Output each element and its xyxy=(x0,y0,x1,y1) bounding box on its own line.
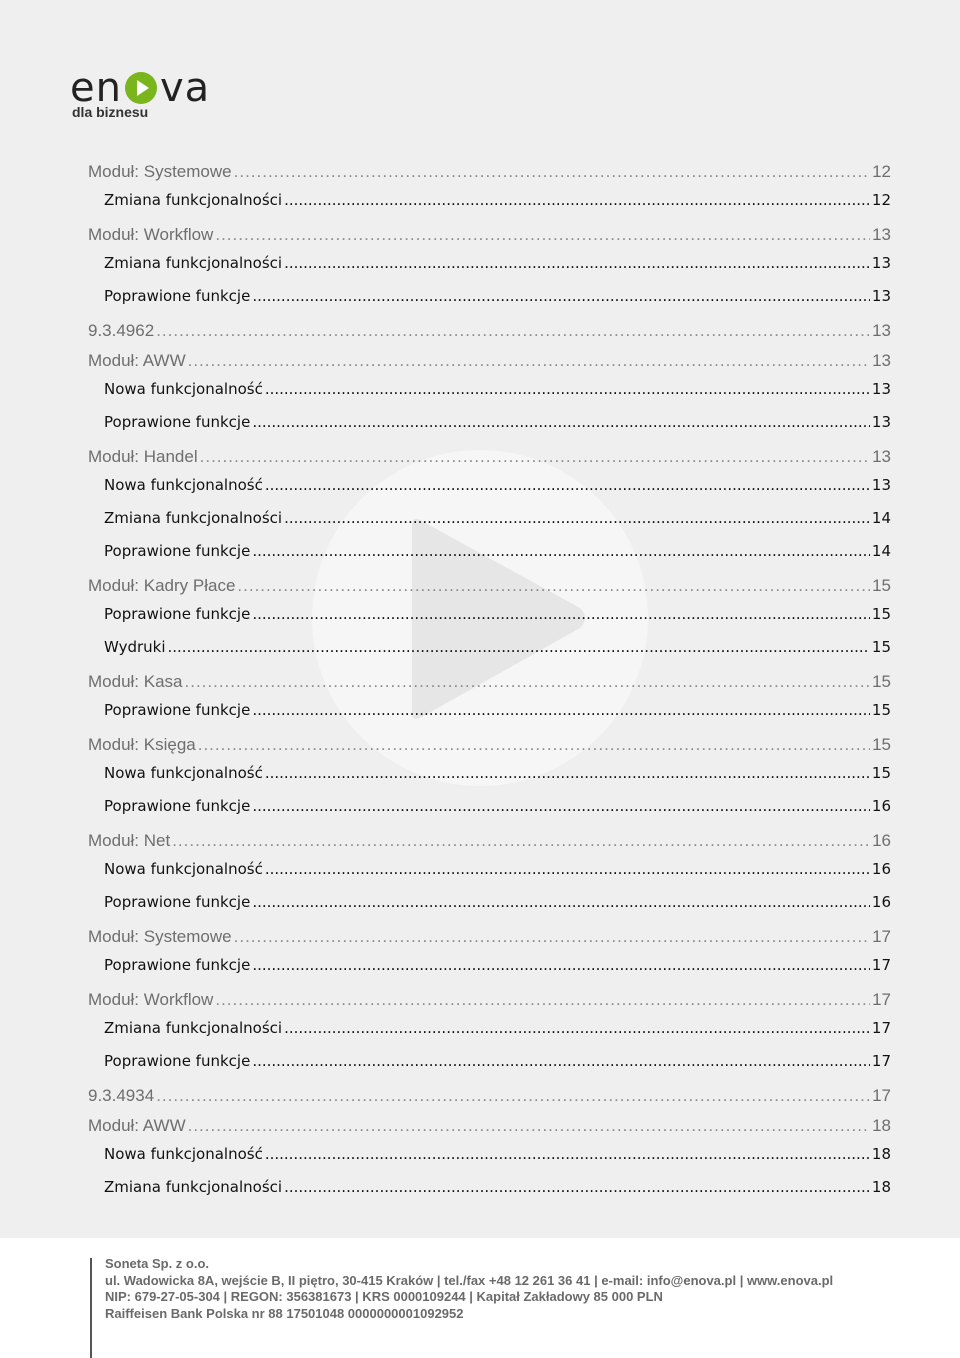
toc-dot-leader xyxy=(265,1145,870,1163)
toc-entry-label: Moduł: AWW xyxy=(88,1116,186,1135)
toc-dot-leader xyxy=(234,162,870,182)
toc-entry-label: Nowa funkcjonalność xyxy=(104,380,263,398)
toc-section-entry[interactable] xyxy=(88,321,891,341)
toc-dot-leader xyxy=(215,990,870,1010)
toc-entry-page: 13 xyxy=(872,225,891,244)
toc-entry-page: 17 xyxy=(872,1086,891,1105)
toc-entry-page: 15 xyxy=(871,764,891,782)
toc-entry-page: 13 xyxy=(872,447,891,466)
logo-text-left: en xyxy=(70,65,122,111)
footer-divider xyxy=(90,1258,92,1358)
footer-company: Soneta Sp. z o.o. xyxy=(105,1256,210,1271)
toc-subsection-entry[interactable] xyxy=(104,956,891,974)
toc-entry-label: Wydruki xyxy=(104,638,166,656)
toc-subsection-entry[interactable] xyxy=(104,1052,891,1070)
toc-dot-leader xyxy=(265,476,870,494)
toc-entry-page: 13 xyxy=(871,380,891,398)
toc-dot-leader xyxy=(188,351,870,371)
toc-section-entry[interactable] xyxy=(88,225,891,245)
toc-entry-label: Nowa funkcjonalność xyxy=(104,764,263,782)
toc-dot-leader xyxy=(284,1019,870,1037)
toc-subsection-entry[interactable] xyxy=(104,1019,891,1037)
toc-entry-label: 9.3.4962 xyxy=(88,321,155,340)
toc-dot-leader xyxy=(284,191,870,209)
toc-dot-leader xyxy=(172,831,870,851)
toc-entry-label: 9.3.4934 xyxy=(88,1086,155,1105)
toc-dot-leader xyxy=(252,605,870,623)
toc-dot-leader xyxy=(215,225,870,245)
toc-entry-page: 18 xyxy=(871,1178,891,1196)
toc-entry-label: Moduł: Kasa xyxy=(88,672,183,691)
toc-subsection-entry[interactable] xyxy=(104,797,891,815)
toc-subsection-entry[interactable] xyxy=(104,638,891,656)
logo-wordmark xyxy=(70,65,211,111)
toc-entry-page: 14 xyxy=(871,509,891,527)
toc-dot-leader xyxy=(265,380,870,398)
toc-dot-leader xyxy=(252,287,870,305)
toc-entry-page: 17 xyxy=(871,956,891,974)
toc-entry-label: Poprawione funkcje xyxy=(104,797,251,815)
footer-bank: Raiffeisen Bank Polska nr 88 17501048 0000000001092952 xyxy=(105,1305,464,1321)
toc-dot-leader xyxy=(156,321,870,341)
toc-entry-label: Poprawione funkcje xyxy=(104,413,251,431)
toc-entry-label: Moduł: Workflow xyxy=(88,225,214,244)
toc-dot-leader xyxy=(200,447,870,467)
toc-section-entry[interactable] xyxy=(88,672,891,692)
toc-entry-label: Moduł: Kadry Płace xyxy=(88,576,236,595)
toc-dot-leader xyxy=(284,509,870,527)
toc-dot-leader xyxy=(265,860,870,878)
footer-address: ul. Wadowicka 8A, wejście B, II piętro, 30-415 Kraków | tel./fax +48 12 261 36 41 | e-mail: info@enova.pl | www.enova.pl xyxy=(105,1272,834,1288)
toc-entry-label: Poprawione funkcje xyxy=(104,893,251,911)
toc-subsection-entry[interactable] xyxy=(104,542,891,560)
toc-dot-leader xyxy=(234,927,870,947)
toc-entry-page: 15 xyxy=(871,605,891,623)
toc-entry-page: 13 xyxy=(871,254,891,272)
toc-subsection-entry[interactable] xyxy=(104,191,891,209)
toc-entry-page: 15 xyxy=(871,638,891,656)
toc-entry-page: 17 xyxy=(872,990,891,1009)
toc-entry-label: Zmiana funkcjonalności xyxy=(104,509,283,527)
toc-dot-leader xyxy=(185,672,871,692)
toc-entry-page: 13 xyxy=(872,351,891,370)
toc-entry-label: Moduł: Workflow xyxy=(88,990,214,1009)
toc-subsection-entry[interactable] xyxy=(104,701,891,719)
toc-dot-leader xyxy=(252,701,870,719)
toc-section-entry[interactable] xyxy=(88,735,891,755)
toc-entry-label: Poprawione funkcje xyxy=(104,701,251,719)
page-footer xyxy=(0,1238,960,1358)
toc-entry-page: 13 xyxy=(871,476,891,494)
toc-entry-label: Nowa funkcjonalność xyxy=(104,860,263,878)
logo-tagline: dla biznesu xyxy=(72,104,149,120)
toc-section-entry[interactable] xyxy=(88,351,891,371)
footer-registry: NIP: 679-27-05-304 | REGON: 356381673 | KRS 0000109244 | Kapitał Zakładowy 85 000 PLN xyxy=(105,1289,663,1304)
toc-entry-label: Poprawione funkcje xyxy=(104,956,251,974)
toc-subsection-entry[interactable] xyxy=(104,413,891,431)
toc-dot-leader xyxy=(252,413,870,431)
toc-entry-page: 14 xyxy=(871,542,891,560)
toc-subsection-entry[interactable] xyxy=(104,893,891,911)
toc-entry-page: 12 xyxy=(871,191,891,209)
toc-entry-label: Nowa funkcjonalność xyxy=(104,476,263,494)
toc-dot-leader xyxy=(156,1086,870,1106)
toc-entry-page: 13 xyxy=(871,287,891,305)
toc-subsection-entry[interactable] xyxy=(104,380,891,398)
toc-entry-page: 16 xyxy=(871,860,891,878)
toc-entry-label: Zmiana funkcjonalności xyxy=(104,254,283,272)
toc-entry-page: 15 xyxy=(871,701,891,719)
toc-entry-label: Moduł: Handel xyxy=(88,447,198,466)
toc-entry-label: Poprawione funkcje xyxy=(104,287,251,305)
toc-subsection-entry[interactable] xyxy=(104,1145,891,1163)
toc-entry-label: Zmiana funkcjonalności xyxy=(104,191,283,209)
toc-dot-leader xyxy=(252,893,870,911)
toc-entry-page: 15 xyxy=(872,735,891,754)
toc-dot-leader xyxy=(284,254,870,272)
toc-subsection-entry[interactable] xyxy=(104,254,891,272)
toc-entry-label: Nowa funkcjonalność xyxy=(104,1145,263,1163)
toc-entry-label: Poprawione funkcje xyxy=(104,1052,251,1070)
toc-entry-label: Moduł: Systemowe xyxy=(88,927,232,946)
toc-dot-leader xyxy=(252,542,870,560)
toc-section-entry[interactable] xyxy=(88,927,891,947)
toc-entry-page: 13 xyxy=(872,321,891,340)
toc-subsection-entry[interactable] xyxy=(104,287,891,305)
toc-section-entry[interactable] xyxy=(88,162,891,182)
toc-section-entry[interactable] xyxy=(88,1116,891,1136)
toc-section-entry[interactable] xyxy=(88,576,891,596)
toc-subsection-entry[interactable] xyxy=(104,476,891,494)
toc-entry-page: 15 xyxy=(872,672,891,691)
toc-section-entry[interactable] xyxy=(88,990,891,1010)
toc-entry-page: 12 xyxy=(872,162,891,181)
toc-entry-label: Poprawione funkcje xyxy=(104,542,251,560)
toc-entry-page: 17 xyxy=(872,927,891,946)
toc-subsection-entry[interactable] xyxy=(104,1178,891,1196)
toc-dot-leader xyxy=(188,1116,870,1136)
toc-dot-leader xyxy=(237,576,870,596)
toc-entry-page: 15 xyxy=(872,576,891,595)
toc-entry-label: Moduł: AWW xyxy=(88,351,186,370)
toc-dot-leader xyxy=(252,956,870,974)
toc-entry-label: Zmiana funkcjonalności xyxy=(104,1178,283,1196)
toc-dot-leader xyxy=(252,797,870,815)
toc-dot-leader xyxy=(198,735,870,755)
logo-text-right: va xyxy=(159,65,211,111)
toc-section-entry[interactable] xyxy=(88,447,891,467)
enova-logo xyxy=(70,65,230,128)
toc-entry-page: 13 xyxy=(871,413,891,431)
toc-entry-page: 16 xyxy=(871,797,891,815)
toc-section-entry[interactable] xyxy=(88,831,891,851)
toc-subsection-entry[interactable] xyxy=(104,860,891,878)
footer-text xyxy=(105,1256,833,1322)
toc-entry-page: 16 xyxy=(871,893,891,911)
toc-entry-page: 18 xyxy=(871,1145,891,1163)
toc-subsection-entry[interactable] xyxy=(104,509,891,527)
toc-entry-label: Moduł: Systemowe xyxy=(88,162,232,181)
toc-dot-leader xyxy=(284,1178,870,1196)
toc-dot-leader xyxy=(265,764,870,782)
toc-section-entry[interactable] xyxy=(88,1086,891,1106)
toc-entry-page: 18 xyxy=(872,1116,891,1135)
toc-subsection-entry[interactable] xyxy=(104,764,891,782)
toc-entry-page: 16 xyxy=(872,831,891,850)
toc-subsection-entry[interactable] xyxy=(104,605,891,623)
toc-entry-page: 17 xyxy=(871,1052,891,1070)
toc-dot-leader xyxy=(168,638,870,656)
toc-entry-page: 17 xyxy=(871,1019,891,1037)
toc-entry-label: Poprawione funkcje xyxy=(104,605,251,623)
toc-entry-label: Moduł: Księga xyxy=(88,735,196,754)
toc-dot-leader xyxy=(252,1052,870,1070)
play-icon xyxy=(124,71,158,105)
toc-entry-label: Moduł: Net xyxy=(88,831,171,850)
toc-entry-label: Zmiana funkcjonalności xyxy=(104,1019,283,1037)
